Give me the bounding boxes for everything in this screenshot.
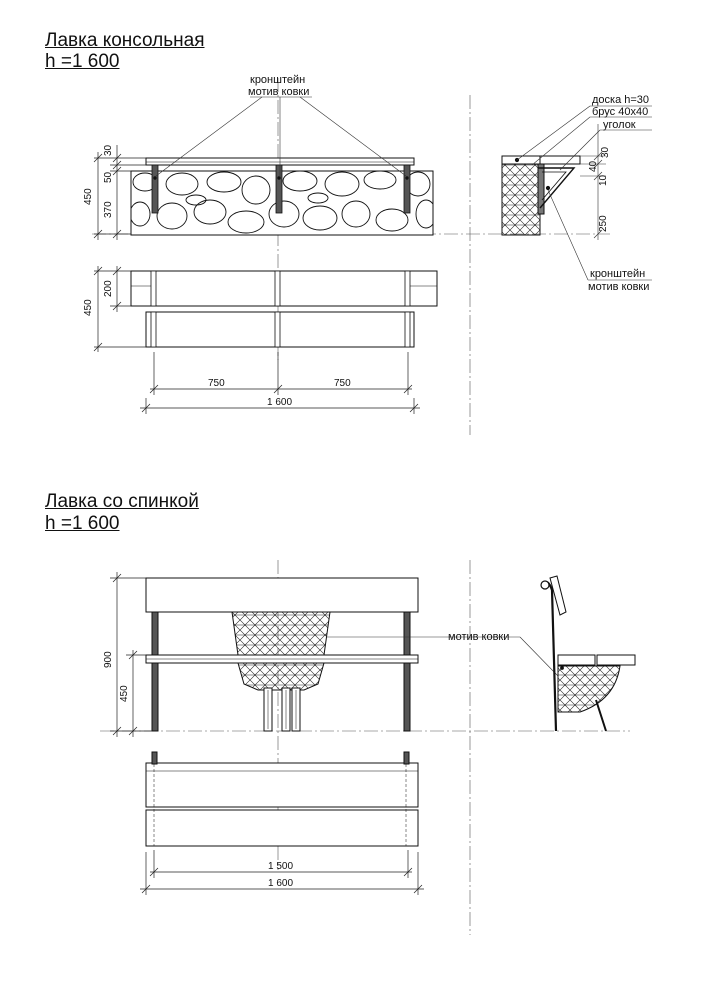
bench1-title: Лавка консольная (45, 30, 205, 51)
dim-side-10: 10 (598, 174, 609, 186)
bench1-side-view (502, 156, 580, 235)
bench1-height-label: h =1 600 (45, 51, 120, 72)
dim-v-top: 30 (103, 144, 114, 156)
dim-side-250: 250 (598, 215, 609, 232)
bench2-side-view (541, 576, 635, 731)
dim-b2-overall: 1 600 (268, 878, 294, 889)
bench1-plan (131, 271, 437, 347)
dim-b2-v-total: 900 (103, 651, 114, 668)
side-label-board: доска h=30 (592, 94, 650, 106)
dim-v-bot: 370 (103, 201, 114, 218)
dim-side-40: 40 (588, 160, 599, 172)
bench2-callout-label: мотив ковки (448, 631, 510, 643)
side-bracket-label-2: мотив ковки (588, 281, 650, 293)
dim-plan-total: 450 (83, 299, 94, 316)
side-label-angle: уголок (603, 119, 636, 131)
dim-b2-v-seat: 450 (119, 685, 130, 702)
bench2-title: Лавка со спинкой (45, 491, 199, 512)
bracket-label-1: кронштейн (250, 74, 306, 86)
dim-v-total: 450 (83, 188, 94, 205)
dim-v-mid: 50 (103, 171, 114, 183)
dim-side-30: 30 (600, 146, 611, 158)
bench2-plan (146, 752, 418, 846)
dim-b2-inner: 1 500 (268, 861, 294, 872)
dim-span-left: 750 (208, 378, 225, 389)
dim-span-right: 750 (334, 378, 351, 389)
side-bracket-label-1: кронштейн (590, 268, 646, 280)
bench2-front-elevation (146, 578, 418, 731)
dim-plan-part: 200 (103, 280, 114, 297)
bench1-front-elevation (130, 158, 436, 235)
dim-overall: 1 600 (267, 397, 293, 408)
side-label-beam: брус 40х40 (592, 106, 649, 118)
bench2-height-label: h =1 600 (45, 513, 120, 534)
bracket-label-2: мотив ковки (248, 86, 310, 98)
